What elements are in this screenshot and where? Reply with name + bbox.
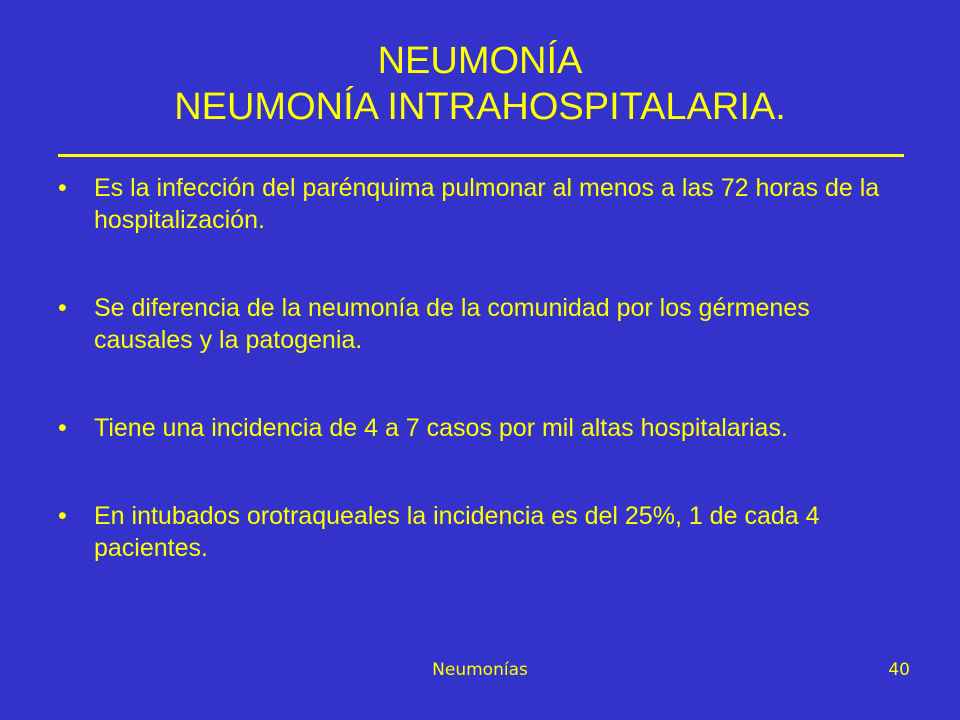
bullet-item	[58, 412, 908, 444]
bullet-text: En intubados orotraqueales la incidencia es del 25%, 1 de cada 4 pacientes.	[94, 502, 820, 562]
title-line-2: NEUMONÍA INTRAHOSPITALARIA.	[174, 86, 786, 128]
bullet-text: Es la infección del parénquima pulmonar al menos a las 72 horas de la hospitalización.	[94, 174, 880, 234]
bullet-icon: •	[58, 502, 67, 530]
slide-title	[48, 38, 912, 130]
title-divider	[58, 154, 904, 157]
bullet-list	[58, 172, 908, 620]
bullet-text: Se diferencia de la neumonía de la comunidad por los gérmenes causales y la patogenia.	[94, 294, 810, 354]
footer-label: Neumonías	[432, 660, 528, 680]
title-line-1: NEUMONÍA	[377, 40, 583, 82]
bullet-item	[58, 500, 908, 564]
bullet-item	[58, 292, 908, 356]
bullet-icon: •	[58, 174, 67, 202]
page-number: 40	[888, 660, 910, 680]
bullet-icon: •	[58, 414, 67, 442]
bullet-icon: •	[58, 294, 67, 322]
bullet-text: Tiene una incidencia de 4 a 7 casos por mil altas hospitalarias.	[94, 414, 788, 442]
bullet-item	[58, 172, 908, 236]
